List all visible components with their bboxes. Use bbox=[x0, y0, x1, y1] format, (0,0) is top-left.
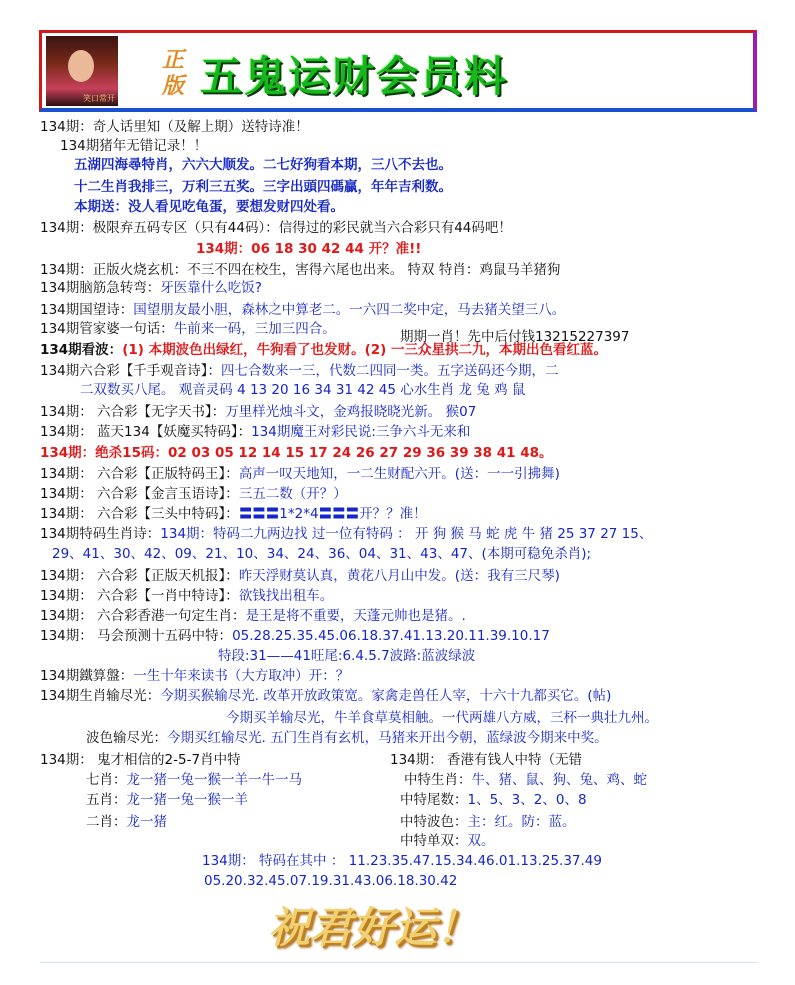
text-segment: 134期： 六合彩【一肖中特诗】： bbox=[40, 588, 239, 604]
text-line-l31 bbox=[86, 730, 608, 747]
text-segment: 134期：正版火烧玄机：不三不四在校生，害得六尾也出来。 特双 特肖：鸡鼠马羊猪狗 bbox=[40, 262, 561, 278]
text-line-l37 bbox=[202, 853, 602, 870]
text-segment: 期期一肖！先中后付钱13215227397 bbox=[400, 329, 630, 345]
text-segment: 05.20.32.45.07.19.31.43.06.18.30.42 bbox=[204, 873, 458, 889]
text-segment: 134期： 六合彩【金言玉语诗】： bbox=[40, 486, 239, 502]
text-line-l20 bbox=[40, 506, 427, 523]
good-luck-wish: 祝君好运！ bbox=[268, 903, 479, 952]
text-line-l5 bbox=[74, 199, 344, 216]
text-segment: 134期： 六合彩【正版天机报】： bbox=[40, 568, 239, 584]
text-segment: 五肖： bbox=[86, 792, 127, 808]
text-segment: 〓〓〓1*2*4〓〓〓开？？准！ bbox=[238, 506, 427, 522]
text-segment: 134期魔王对彩民说:三争六斗无来和 bbox=[251, 424, 471, 440]
text-line-l35b bbox=[400, 814, 576, 831]
text-segment: 高声一叹天地知，一二生财配六开。(送：一一引拂舞) bbox=[238, 466, 560, 482]
text-segment: 134期： 马会预测十五码中特： bbox=[40, 628, 233, 644]
text-segment: 二双数买八尾。 观音灵码 4 13 20 16 34 31 42 45 心水生肖 龙 兔 鸡 鼠 bbox=[80, 382, 526, 398]
text-line-l24 bbox=[40, 588, 333, 605]
text-segment: 牙医靠什么吃饭? bbox=[160, 280, 262, 296]
text-line-l19 bbox=[40, 486, 347, 503]
text-line-l12 bbox=[40, 342, 607, 359]
zhengban-badge: 正版 bbox=[161, 48, 184, 99]
text-segment: 特段:31——41旺尾:6.4.5.7波路:蓝波绿波 bbox=[218, 648, 476, 664]
text-segment: 134期： 鬼才相信的2-5-7肖中特 bbox=[40, 752, 241, 768]
text-segment: 是王是将不重要，天蓬元帅也是猪。. bbox=[245, 608, 466, 624]
text-segment: 134期： 六合彩【无字天书】： bbox=[40, 404, 226, 420]
text-line-l33a bbox=[86, 772, 302, 789]
text-segment: 波色输尽光： bbox=[86, 730, 167, 746]
text-line-l34a bbox=[86, 792, 248, 809]
text-segment: 134期： 特码在其中 ： 11.23.35.47.15.34.46.01.13.25.37.49 bbox=[202, 853, 602, 869]
text-line-l13 bbox=[40, 363, 559, 380]
text-segment: 牛前来一码，三加三四合。 bbox=[173, 321, 336, 337]
text-line-l25 bbox=[40, 608, 466, 625]
text-segment: 昨天浮财莫认真，黄花八月山中发。(送：我有三尺琴) bbox=[238, 568, 560, 584]
text-segment: 134期：奇人话里知（及解上期）送特诗准！ bbox=[40, 119, 309, 135]
text-segment: 134期管家婆一句话： bbox=[40, 321, 174, 337]
text-line-l32a bbox=[40, 752, 241, 769]
text-line-l38 bbox=[204, 873, 457, 890]
text-line-l36 bbox=[400, 833, 495, 850]
text-segment: 欲钱找出租车。 bbox=[238, 588, 334, 604]
text-segment: 中特波色： bbox=[400, 814, 468, 830]
text-line-l18 bbox=[40, 466, 560, 483]
text-segment: 134期看波： bbox=[40, 342, 123, 358]
text-segment: 本期送：没人看见吃龟蛋，要想发财四处看。 bbox=[74, 199, 344, 215]
text-segment: 七肖： bbox=[86, 772, 127, 788]
text-line-l7 bbox=[196, 241, 421, 258]
text-segment: 主：红。防：蓝。 bbox=[467, 814, 576, 830]
text-segment: 134期：绝杀15码：02 03 05 12 14 15 17 24 26 27 29 36 39 38 41 48。 bbox=[40, 445, 553, 461]
text-segment: 国望朋友最小胆，森林之中算老二。一六四二奖中定，马去猪关望三八。 bbox=[133, 302, 566, 318]
text-segment: 134期猪年无错记录！！ bbox=[60, 138, 208, 154]
text-segment: 中特生肖： bbox=[404, 772, 472, 788]
text-line-l28 bbox=[40, 668, 349, 685]
text-line-l4 bbox=[74, 179, 452, 196]
text-segment: 中特尾数： bbox=[400, 792, 468, 808]
portrait-face bbox=[68, 50, 94, 82]
text-line-l21 bbox=[40, 526, 652, 543]
text-segment: 今期买红输尽光. 五门生肖有玄机，马猪来开出今朝，蓝绿波今期来中奖。 bbox=[167, 730, 608, 746]
text-line-l17 bbox=[40, 445, 553, 462]
text-segment: 134期：特码二九两边找 过一位有特码 ： 开 狗 猴 马 蛇 虎 牛 猪 25 37 27 15、 bbox=[160, 526, 653, 542]
text-segment: 龙一猪一兔一猴一羊 bbox=[126, 792, 248, 808]
text-line-l15 bbox=[40, 404, 476, 421]
text-line-l16 bbox=[40, 424, 470, 441]
text-segment: 134期： 蓝天134【妖魔买特码】： bbox=[40, 424, 252, 440]
text-line-l6 bbox=[40, 220, 512, 237]
text-segment: 05.28.25.35.45.06.18.37.41.13.20.11.39.10.17 bbox=[232, 628, 550, 644]
text-segment: 万里样光烛斗文，金鸡报晓晓光新。 猴07 bbox=[225, 404, 477, 420]
text-segment: 中特单双： bbox=[400, 833, 468, 849]
text-line-l33b bbox=[404, 772, 647, 789]
page-title: 五鬼运财会员料 bbox=[200, 52, 509, 101]
text-segment: 134期： 六合彩【三头中特码】： bbox=[40, 506, 239, 522]
text-segment: 134期脑筋急转弯： bbox=[40, 280, 161, 296]
text-segment: 134期六合彩【千手观音诗】： bbox=[40, 363, 222, 379]
text-segment: 四七合数来一三，代数二四同一类。五字送码还今期，二 bbox=[221, 363, 559, 379]
text-line-l32b bbox=[390, 752, 582, 769]
text-segment: 134期： 六合彩香港一句定生肖： bbox=[40, 608, 246, 624]
text-line-l2 bbox=[60, 138, 207, 155]
text-segment: 134期生肖输尽光： bbox=[40, 688, 161, 704]
text-line-l30 bbox=[226, 710, 658, 727]
text-line-l35a bbox=[86, 814, 167, 831]
text-line-l34b bbox=[400, 792, 587, 809]
text-segment: 五湖四海尋特肖，六六大顺发。二七好狗看本期，三八不去也。 bbox=[74, 157, 452, 173]
text-line-l9 bbox=[40, 280, 262, 297]
text-line-l26 bbox=[40, 628, 550, 645]
text-segment: 三五二数（开？） bbox=[238, 486, 347, 502]
text-line-l29 bbox=[40, 688, 611, 705]
text-line-l8 bbox=[40, 262, 560, 279]
text-segment: 龙一猪 bbox=[126, 814, 167, 830]
text-segment: 二肖： bbox=[86, 814, 127, 830]
text-segment: 十二生肖我排三，万利三五奖。三字出頭四碼贏，年年吉利数。 bbox=[74, 179, 452, 195]
text-line-l11 bbox=[40, 321, 336, 338]
text-segment: 双。 bbox=[467, 833, 495, 849]
text-segment: 一生十年来读书（大方取冲）开：？ bbox=[133, 668, 350, 684]
text-segment: 134期： 香港有钱人中特（无错 bbox=[390, 752, 583, 768]
text-segment: 134期：极限弃五码专区（只有44码）：信得过的彩民就当六合彩只有44码吧！ bbox=[40, 220, 512, 236]
text-line-l22 bbox=[52, 546, 591, 563]
text-segment: 今期买猴输尽光. 改革开放政策宽。家禽走兽任人宰，十六十九都买它。(帖) bbox=[160, 688, 612, 704]
text-segment: 29、41、30、42、09、21、10、34、24、36、04、31、43、47、(本期可稳免杀肖); bbox=[52, 546, 592, 562]
text-segment: (1) 本期波色出绿红，牛狗看了也发财。(2) 一三众星拱二九，本期出色看红蓝。 bbox=[122, 342, 608, 358]
text-segment: 龙一猪一兔一猴一羊一牛一马 bbox=[126, 772, 302, 788]
text-segment: 1、5、3、2、0、8 bbox=[467, 792, 587, 808]
text-line-l27 bbox=[218, 648, 475, 665]
photo-signature: 笑口常开 bbox=[83, 94, 115, 103]
text-line-l1 bbox=[40, 119, 309, 136]
text-line-l14 bbox=[80, 382, 525, 399]
footer-divider bbox=[40, 962, 758, 963]
text-line-l23 bbox=[40, 568, 560, 585]
text-line-l10 bbox=[40, 302, 565, 319]
text-segment: 134期：06 18 30 42 44 开？准!! bbox=[196, 241, 422, 257]
text-segment: 134期国望诗： bbox=[40, 302, 134, 318]
text-segment: 牛、猪、鼠、狗、兔、鸡、蛇 bbox=[471, 772, 647, 788]
text-segment: 134期： 六合彩【正版特码王】： bbox=[40, 466, 239, 482]
text-segment: 134期特码生肖诗： bbox=[40, 526, 161, 542]
portrait-photo bbox=[46, 36, 118, 106]
text-segment: 今期买羊输尽光，牛羊食草莫相触。一代两雄八方威，三杯一典壮九州。 bbox=[226, 710, 658, 726]
text-segment: 134期鐵算盤： bbox=[40, 668, 134, 684]
text-line-l3 bbox=[74, 157, 452, 174]
